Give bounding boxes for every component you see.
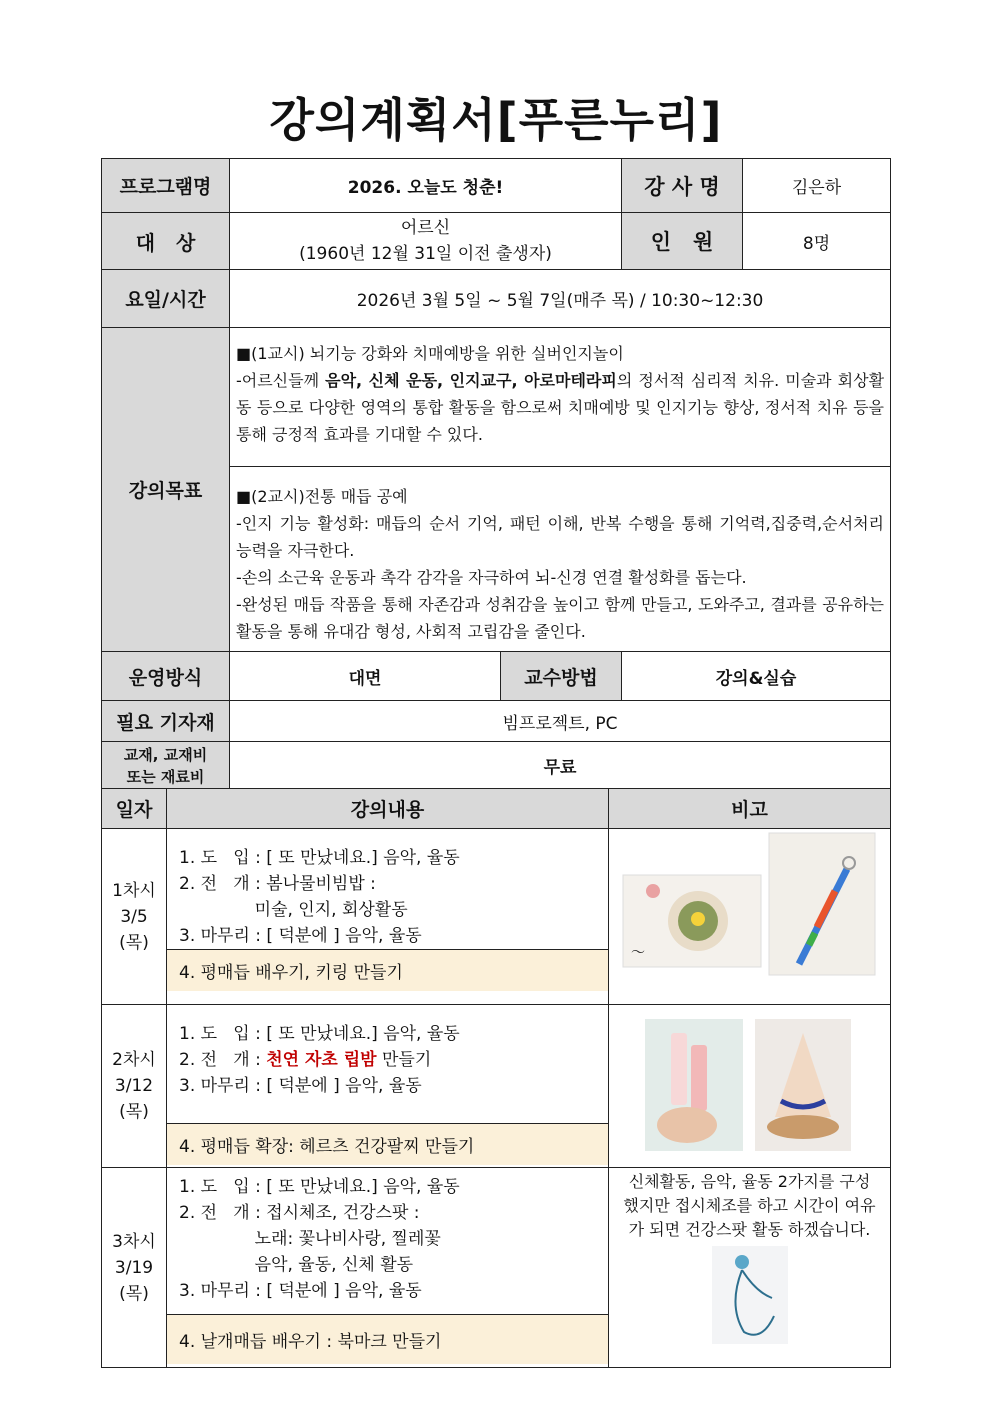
session-table — [101, 788, 891, 1368]
objective-content — [230, 328, 891, 652]
session-2-line-2-post: 만들기 — [376, 1050, 432, 1070]
session-2-note — [609, 1005, 891, 1168]
instructor-label: 강 사 명 — [622, 159, 743, 213]
session-3-label: 3차시 — [112, 1231, 156, 1252]
col-note-header: 비고 — [609, 789, 891, 829]
program-value: 2026. 오늘도 청춘! — [230, 159, 622, 213]
materials-label-1: 교재, 교재비 — [123, 745, 208, 764]
session-1-content — [167, 829, 609, 1005]
bracelet-photo — [755, 1019, 851, 1151]
session-2-line-1: 1. 도 입 : [ 또 만났네요.] 음악, 율동 — [179, 1024, 460, 1044]
objective-2-line-3: -완성된 매듭 작품을 통해 자존감과 성취감을 높이고 함께 만들고, 도와주고, 결과를 공유하는 활동을 통해 유대감 형성, 사회적 고립감을 줄인다. — [236, 595, 885, 641]
session-3-day — [102, 1168, 167, 1368]
program-label: 프로그램명 — [102, 159, 230, 213]
col-content-header: 강의내용 — [167, 789, 609, 829]
session-1-lecture — [167, 829, 608, 949]
session-2-day — [102, 1005, 167, 1168]
objective-1-keywords: 음악, 신체 운동, 인지교구, 아로마테라피 — [325, 371, 617, 390]
session-2-content — [167, 1005, 609, 1168]
schedule-label: 요일/시간 — [102, 270, 230, 328]
session-2-date: 3/12 — [114, 1076, 154, 1096]
keyring-photo — [769, 833, 875, 975]
people-label: 인 원 — [622, 213, 743, 270]
equipment-label: 필요 기자재 — [102, 701, 230, 742]
objective-1-post: 의 정서적 심리적 치유. 미술과 회상활동 등으로 다양한 영역의 통합 활동을 함으로써 치매예방 및 인지기능 향상, 정서적 치유 등을 통해 긍정적 효과를 기대할 수 있다. — [236, 371, 885, 444]
method-label: 교수방법 — [501, 652, 622, 701]
materials-value: 무료 — [230, 742, 891, 790]
target-line-2: (1960년 12월 31일 이전 출생자) — [299, 244, 552, 264]
session-3-note — [609, 1168, 891, 1368]
session-3-weekday: (목) — [119, 1283, 149, 1304]
session-1-line-3: 미술, 인지, 회상활동 — [179, 900, 408, 920]
session-2-activity: 4. 평매듭 확장: 헤르츠 건강팔찌 만들기 — [167, 1123, 608, 1165]
objective-2-heading: ■(2교시)전통 매듭 공예 — [236, 487, 408, 506]
session-3-note-text: 신체활동, 음악, 율동 2가지를 구성했지만 접시체조를 하고 시간이 여유가 되면 건강스팟 활동 하겠습니다. — [623, 1172, 876, 1239]
session-3-line-1: 1. 도 입 : [ 또 만났네요.] 음악, 율동 — [179, 1177, 460, 1197]
schedule-value: 2026년 3월 5일 ~ 5월 7일(매주 목) / 10:30~12:30 — [230, 270, 891, 328]
session-3-lecture — [167, 1168, 608, 1314]
session-2-lecture — [167, 1005, 608, 1123]
objective-period-1 — [230, 328, 890, 466]
session-3-activity: 4. 날개매듭 배우기 : 북마크 만들기 — [167, 1314, 608, 1364]
session-3-date: 3/19 — [114, 1257, 154, 1278]
objective-1-text — [236, 367, 884, 448]
session-2-weekday: (목) — [119, 1102, 149, 1122]
session-1-label: 1차시 — [112, 880, 156, 901]
people-value: 8명 — [743, 213, 891, 270]
session-3-line-3: 노래: 꽃나비사랑, 찔레꽃 — [179, 1229, 441, 1249]
session-1-weekday: (목) — [119, 932, 149, 953]
session-2-line-3: 3. 마무리 : [ 덕분에 ] 음악, 율동 — [179, 1076, 422, 1096]
session-1-line-2: 2. 전 개 : 봄나물비빔밥 : — [179, 874, 376, 894]
instructor-value: 김은하 — [743, 159, 891, 213]
session-1-activity: 4. 평매듭 배우기, 키링 만들기 — [167, 949, 608, 991]
objective-label: 강의목표 — [102, 328, 230, 652]
col-day-header: 일자 — [102, 789, 167, 829]
bookmark-photo — [712, 1246, 788, 1344]
objective-1-heading: ■(1교시) 뇌기능 강화와 치매예방을 위한 실버인지놀이 — [236, 344, 624, 363]
session-1-photos — [609, 829, 891, 1004]
materials-label-2: 또는 재료비 — [126, 767, 205, 786]
lip-balm-photo — [645, 1019, 743, 1151]
session-1-note — [609, 829, 891, 1005]
materials-label — [102, 742, 230, 790]
operation-label: 운영방식 — [102, 652, 230, 701]
document-title: 강의계획서[푸른누리] — [269, 93, 723, 147]
session-2-highlight: 천연 자초 립밤 — [266, 1050, 377, 1070]
session-3-line-2: 2. 전 개 : 접시체조, 건강스팟 : — [179, 1203, 420, 1223]
session-1-date: 3/5 — [120, 906, 148, 927]
session-3-line-4: 음악, 율동, 신체 활동 — [179, 1255, 414, 1275]
operation-value: 대면 — [230, 652, 501, 701]
session-1-line-4: 3. 마무리 : [ 덕분에 ] 음악, 율동 — [179, 926, 422, 946]
target-label: 대 상 — [102, 213, 230, 270]
equipment-value: 빔프로젝트, PC — [230, 701, 891, 742]
objective-period-2 — [230, 466, 890, 651]
session-3-content — [167, 1168, 609, 1368]
session-1-day — [102, 829, 167, 1005]
session-2-label: 2차시 — [112, 1050, 156, 1070]
objective-2-line-1: -인지 기능 활성화: 매듭의 순서 기억, 패턴 이해, 반복 수행을 통해 기억력,집중력,순서처리 능력을 자극한다. — [236, 514, 885, 560]
session-2-line-2-pre: 2. 전 개 : — [179, 1050, 267, 1070]
target-line-1: 어르신 — [400, 218, 451, 238]
method-value: 강의&실습 — [622, 652, 891, 701]
target-value — [230, 213, 622, 270]
info-table — [101, 158, 891, 790]
objective-2-line-2: -손의 소근육 운동과 촉각 감각을 자극하여 뇌-신경 연결 활성화를 돕는다. — [236, 568, 747, 587]
bibimbap-photo — [623, 875, 761, 967]
session-2-photos — [609, 1005, 891, 1167]
objective-1-pre: -어르신들께 — [236, 371, 326, 390]
session-1-line-1: 1. 도 입 : [ 또 만났네요.] 음악, 율동 — [179, 848, 460, 868]
session-2-line-2 — [179, 1047, 608, 1073]
svg-text:〜: 〜 — [631, 945, 645, 961]
session-3-line-5: 3. 마무리 : [ 덕분에 ] 음악, 율동 — [179, 1281, 422, 1301]
